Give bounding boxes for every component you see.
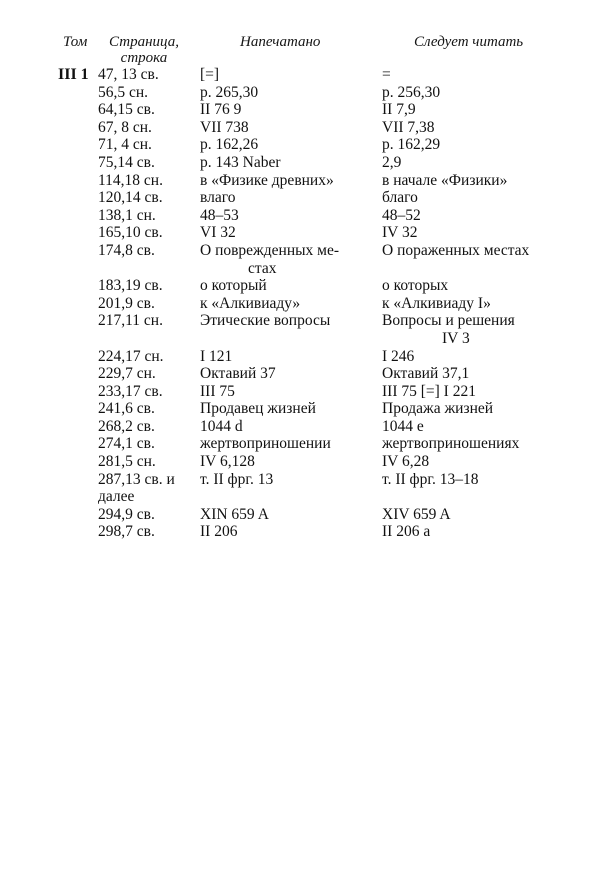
page-line-cell (98, 207, 200, 225)
page-line-cell (98, 136, 200, 154)
volume-cell (58, 119, 98, 137)
table-row (58, 400, 572, 418)
page-line-cell-text: 287,13 св. и (98, 470, 175, 488)
table-row (58, 506, 572, 524)
table-row (58, 383, 572, 401)
should-read-cell (382, 154, 572, 172)
page-line-cell (98, 189, 200, 207)
volume-cell (58, 400, 98, 418)
printed-cell-text: в «Физике древних» (200, 171, 334, 189)
page-line-cell-text: 165,10 св. (98, 224, 163, 242)
volume-cell (58, 66, 98, 84)
should-read-cell-text: 1044 e (382, 417, 424, 435)
page-line-cell-text: 229,7 сн. (98, 365, 156, 383)
should-read-cell (382, 348, 572, 366)
should-read-cell-text: Октавий 37,1 (382, 365, 470, 383)
page-line-cell (98, 453, 200, 471)
page-line-cell-text: 268,2 св. (98, 417, 155, 435)
table-row (58, 277, 572, 295)
should-read-cell-text: о которых (382, 277, 449, 295)
page-line-cell-text: 224,17 сн. (98, 347, 164, 365)
printed-cell-text: жертвоприношении (200, 435, 331, 453)
page-line-cell-text: 183,19 св. (98, 277, 163, 295)
printed-cell-text: Этические вопросы (200, 312, 331, 330)
printed-cell-text: влаго (200, 189, 236, 207)
table-row (58, 172, 572, 190)
page-line-cell-text: 47, 13 св. (98, 66, 159, 83)
page-line-cell (98, 101, 200, 119)
printed-cell-text: I 121 (200, 347, 233, 365)
table-row (58, 453, 572, 471)
printed-cell (200, 154, 382, 172)
page-line-cell (98, 383, 200, 401)
should-read-cell (382, 506, 572, 524)
should-read-cell (382, 119, 572, 137)
should-read-cell-text: p. 256,30 (382, 83, 441, 101)
printed-cell (200, 418, 382, 436)
table-row (58, 66, 572, 84)
should-read-cell-text: VII 7,38 (382, 118, 435, 136)
table-row (58, 365, 572, 383)
volume-cell (58, 136, 98, 154)
page-line-cell-text: 201,9 св. (98, 294, 155, 312)
should-read-cell (382, 295, 572, 313)
should-read-cell-text: II 7,9 (382, 101, 416, 119)
printed-cell-text: II 206 (200, 523, 238, 541)
printed-cell-text: IV 6,128 (200, 453, 255, 471)
should-read-cell-continuation: IV 3 (442, 329, 470, 347)
printed-cell-text: III 75 (200, 382, 235, 400)
page-line-cell-text: 241,6 св. (98, 400, 155, 418)
should-read-cell-text: I 246 (382, 347, 415, 365)
table-row (58, 154, 572, 172)
should-read-cell-text: благо (382, 189, 418, 207)
volume-cell (58, 365, 98, 383)
page-line-cell-text: 64,15 св. (98, 101, 155, 119)
printed-cell-text: p. 143 Naber (200, 153, 281, 171)
volume-cell (58, 453, 98, 471)
printed-cell (200, 242, 382, 277)
volume-cell (58, 242, 98, 277)
table-row (58, 136, 572, 154)
table-row (58, 348, 572, 366)
page-line-cell-text: 298,7 св. (98, 523, 155, 541)
should-read-cell-text: II 206 a (382, 523, 431, 541)
should-read-cell-text: III 75 [=] I 221 (382, 382, 476, 400)
page-line-cell-continuation: далее (98, 488, 135, 506)
printed-cell-text: p. 265,30 (200, 83, 259, 101)
volume-cell (58, 224, 98, 242)
printed-cell-text: Продавец жизней (200, 400, 316, 418)
should-read-cell (382, 523, 572, 541)
volume-cell (58, 101, 98, 119)
page-line-cell (98, 312, 200, 347)
should-read-cell-text: 2,9 (382, 153, 402, 171)
header-should-read: Следует читать (414, 34, 524, 50)
volume-cell (58, 383, 98, 401)
should-read-cell (382, 242, 572, 277)
should-read-cell (382, 471, 572, 506)
printed-cell-text: о который (200, 277, 267, 295)
should-read-cell-text: Продажа жизней (382, 400, 494, 418)
should-read-cell (382, 418, 572, 436)
printed-cell (200, 136, 382, 154)
volume-cell (58, 506, 98, 524)
printed-cell-text: p. 162,26 (200, 136, 259, 154)
volume-cell (58, 277, 98, 295)
table-row (58, 471, 572, 506)
page-line-cell (98, 119, 200, 137)
page-line-cell (98, 418, 200, 436)
volume-cell (58, 84, 98, 102)
volume-cell (58, 471, 98, 506)
should-read-cell-text: IV 6,28 (382, 453, 430, 471)
table-row (58, 207, 572, 225)
page-line-cell-text: 281,5 сн. (98, 453, 156, 471)
should-read-cell (382, 400, 572, 418)
page-line-cell (98, 66, 200, 84)
should-read-cell (382, 435, 572, 453)
page-line-cell-text: 138,1 сн. (98, 206, 156, 224)
page-line-cell-text: 56,5 сн. (98, 83, 149, 101)
should-read-cell-text: т. II фрг. 13–18 (382, 470, 479, 488)
printed-cell-text: II 76 9 (200, 101, 242, 119)
printed-cell (200, 84, 382, 102)
volume-cell (58, 418, 98, 436)
printed-cell (200, 400, 382, 418)
table-row (58, 119, 572, 137)
table-row (58, 84, 572, 102)
page-line-cell (98, 523, 200, 541)
table-row (58, 224, 572, 242)
should-read-cell (382, 207, 572, 225)
should-read-cell (382, 84, 572, 102)
table-row (58, 242, 572, 277)
printed-cell (200, 277, 382, 295)
should-read-cell-text: жертвоприношениях (382, 435, 520, 453)
should-read-cell-text: = (382, 66, 391, 83)
table-row (58, 435, 572, 453)
page-line-cell-text: 217,11 сн. (98, 312, 163, 330)
errata-table (58, 66, 572, 541)
page-line-cell-text: 274,1 св. (98, 435, 155, 453)
printed-cell-text: VII 738 (200, 118, 249, 136)
printed-cell (200, 66, 382, 84)
should-read-cell (382, 453, 572, 471)
table-row (58, 101, 572, 119)
printed-cell-text: XIN 659 A (200, 505, 269, 523)
printed-cell (200, 172, 382, 190)
printed-cell (200, 101, 382, 119)
printed-cell (200, 312, 382, 347)
errata-table-body (58, 66, 572, 541)
should-read-cell (382, 189, 572, 207)
should-read-cell-text: XIV 659 A (382, 505, 451, 523)
page-line-cell (98, 295, 200, 313)
volume-cell (58, 523, 98, 541)
page-line-cell-text: 174,8 св. (98, 241, 155, 259)
volume-cell (58, 295, 98, 313)
should-read-cell (382, 172, 572, 190)
printed-cell-text: О поврежденных ме- (200, 241, 340, 259)
page-line-cell (98, 435, 200, 453)
header-printed: Напечатано (240, 34, 321, 50)
printed-cell (200, 383, 382, 401)
should-read-cell (382, 224, 572, 242)
should-read-cell (382, 101, 572, 119)
table-row (58, 418, 572, 436)
page-line-cell-text: 114,18 сн. (98, 171, 163, 189)
header-page-line: Страница, строка (109, 34, 179, 66)
should-read-cell-text: 48–52 (382, 206, 421, 224)
should-read-cell (382, 136, 572, 154)
printed-cell (200, 224, 382, 242)
printed-cell (200, 453, 382, 471)
page-line-cell-text: 67, 8 сн. (98, 118, 152, 136)
table-row (58, 295, 572, 313)
table-row (58, 189, 572, 207)
volume-cell (58, 172, 98, 190)
printed-cell-text: Октавий 37 (200, 365, 276, 383)
should-read-cell-text: Вопросы и решения (382, 312, 515, 330)
printed-cell (200, 189, 382, 207)
should-read-cell-text: О пораженных местах (382, 241, 530, 259)
should-read-cell (382, 383, 572, 401)
volume-cell-text: III 1 (58, 66, 89, 83)
page-line-cell (98, 471, 200, 506)
should-read-cell-text: в начале «Физики» (382, 171, 508, 189)
page-line-cell (98, 172, 200, 190)
page-line-cell (98, 242, 200, 277)
should-read-cell (382, 277, 572, 295)
printed-cell-text: 48–53 (200, 206, 239, 224)
printed-cell (200, 435, 382, 453)
printed-cell (200, 523, 382, 541)
page-line-cell (98, 506, 200, 524)
printed-cell (200, 365, 382, 383)
printed-cell-text: VI 32 (200, 224, 236, 242)
page-line-cell-text: 75,14 св. (98, 153, 155, 171)
page-line-cell-text: 71, 4 сн. (98, 136, 152, 154)
header-volume: Том (63, 34, 88, 50)
page-line-cell (98, 348, 200, 366)
page-line-cell (98, 154, 200, 172)
printed-cell (200, 348, 382, 366)
page-line-cell-text: 294,9 св. (98, 505, 155, 523)
printed-cell-text: к «Алкивиаду» (200, 294, 301, 312)
should-read-cell (382, 365, 572, 383)
page-line-cell-text: 233,17 св. (98, 382, 163, 400)
page-line-cell (98, 277, 200, 295)
page-line-cell (98, 400, 200, 418)
volume-cell (58, 348, 98, 366)
page-line-cell (98, 224, 200, 242)
should-read-cell (382, 66, 572, 84)
table-row (58, 312, 572, 347)
volume-cell (58, 154, 98, 172)
volume-cell (58, 435, 98, 453)
should-read-cell-text: к «Алкивиаду I» (382, 294, 491, 312)
printed-cell (200, 471, 382, 506)
printed-cell-text: т. II фрг. 13 (200, 470, 274, 488)
page-line-cell-text: 120,14 св. (98, 189, 163, 207)
printed-cell (200, 295, 382, 313)
printed-cell-text: 1044 d (200, 417, 243, 435)
printed-cell (200, 119, 382, 137)
should-read-cell-text: IV 32 (382, 224, 418, 242)
page-line-cell (98, 84, 200, 102)
volume-cell (58, 312, 98, 347)
printed-cell (200, 506, 382, 524)
should-read-cell-text: p. 162,29 (382, 136, 441, 154)
printed-cell-text: [=] (200, 66, 220, 83)
volume-cell (58, 207, 98, 225)
page-line-cell (98, 365, 200, 383)
printed-cell-continuation: стах (248, 259, 277, 277)
should-read-cell (382, 312, 572, 347)
printed-cell (200, 207, 382, 225)
volume-cell (58, 189, 98, 207)
table-row (58, 523, 572, 541)
